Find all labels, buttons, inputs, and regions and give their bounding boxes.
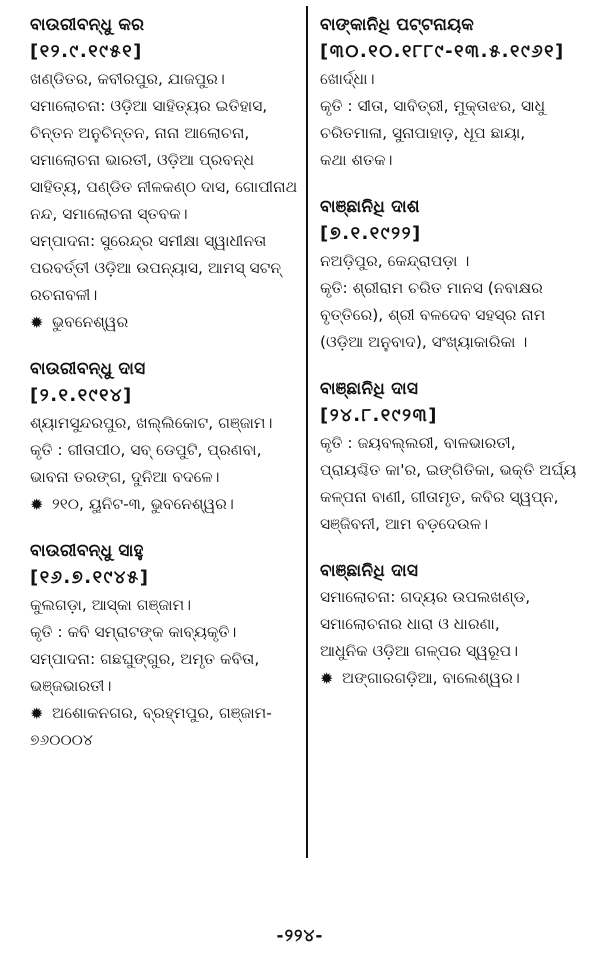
entry-text-line: କଳ୍ପନା ବାଣୀ, ଗୀତାମୃତ, କବିର ସ୍ୱପ୍ନ, <box>320 488 559 506</box>
author-name: ବାଞ୍ଛାନିଧି ଦାସ <box>320 561 419 581</box>
author-entry <box>320 558 582 692</box>
entry-text-line: ଖୋର୍ଦ୍ଧା। <box>320 70 375 88</box>
column-divider <box>306 6 308 858</box>
address-text: ୨୧୦, ୟୁନିଟ-୩, ଭୁବନେଶ୍ୱର। <box>52 495 234 513</box>
page-number: -୨୨୪- <box>276 926 324 946</box>
author-dates: [୨୪.୮.୧୯୨୩] <box>320 405 438 426</box>
star-burst-icon: ✹ <box>30 704 44 723</box>
entry-text-line: ଶ୍ୟାମସୁନ୍ଦରପୁର, ଖଲ୍ଲିକୋଟ, ଗଞ୍ଜାମ। <box>30 414 273 432</box>
entry-text-line: ସମାଲୋଚନା ଭାରତୀ, ଓଡ଼ିଆ ପ୍ରବନ୍ଧ <box>30 151 255 169</box>
author-entry <box>30 12 300 336</box>
author-name: ବାଞ୍ଛାନିଧି ଦାସ <box>320 379 419 399</box>
author-entry <box>30 538 300 754</box>
entry-text-line: ଆଧୁନିକ ଓଡ଼ିଆ ଗଳ୍ପର ସ୍ୱରୂପ। <box>320 642 519 660</box>
entry-text-line: ଭାବନା ତରଙ୍ଗ, ଦୁନିଆ ବଦଳେ। <box>30 468 220 486</box>
author-name: ବାଉରୀବନ୍ଧୁ କର <box>30 15 145 35</box>
left-column <box>30 12 300 883</box>
author-dates: [୧୨.୯.୧୯୫୧] <box>30 41 143 62</box>
entry-text-line: ଖଣ୍ଡିତର, କବୀରପୁର, ଯାଜପୁର। <box>30 70 225 88</box>
star-burst-icon: ✹ <box>320 669 334 688</box>
entry-text-line: ଚରିତମାଳା, ସୁନାପାହାଡ଼, ଧୂପ ଛାୟା, <box>320 124 526 142</box>
entry-text-line: କୃତି : ସୀତା, ସାବିତ୍ରୀ, ମୁକ୍ତାଝର, ସାଧୁ <box>320 97 546 115</box>
entry-text-line: ସମାଲୋଚନା: ଓଡ଼ିଆ ସାହିତ୍ୟର ଇତିହାସ, <box>30 97 268 115</box>
author-name: ବାଉରୀବନ୍ଧୁ ସାହୁ <box>30 541 144 561</box>
entry-text-line: ସମ୍ପାଦନା: ସୁରେନ୍ଦ୍ର ସମୀକ୍ଷା ସ୍ୱାଧୀନତା <box>30 232 267 250</box>
author-name: ବାଉରୀବନ୍ଧୁ ଦାସ <box>30 359 146 379</box>
address-continuation: ୭୬୦୦୦୪ <box>30 731 93 749</box>
address-text: ଅଶୋକନଗର, ବ୍ରହ୍ମପୁର, ଗଞ୍ଜାମ- <box>52 704 272 722</box>
star-burst-icon: ✹ <box>30 495 44 514</box>
entry-text-line: କୃତି : କବି ସମ୍ରାଟଙ୍କ କାବ୍ୟକୃତି। <box>30 623 237 641</box>
author-name: ବାଞ୍ଛାନିଧି ଦାଶ <box>320 197 420 217</box>
entry-text-line: ଭଞ୍ଜଭାରତୀ। <box>30 677 112 695</box>
entry-text-line: ଚିନ୍ତନ ଅନୁଚିନ୍ତନ, ନାନା ଆଲୋଚନା, <box>30 124 250 142</box>
author-dates: [୨.୧.୧୯୧୪] <box>30 385 133 406</box>
entry-text-line: କୁଲଗଡ଼ା, ଆସ୍କା ଗଞ୍ଜାମ। <box>30 596 192 614</box>
entry-text-line: ପ୍ରାୟଶ୍ଚିତ କା'ର, ଇଙ୍ଗିତିକା, ଭକ୍ତି ଅର୍ଘ୍ୟ <box>320 461 577 479</box>
entry-text-line: ସମାଲୋଚନା: ଗଦ୍ୟର ଉପଲଖଣ୍ଡ, <box>320 588 531 606</box>
entry-text-line: ବୃତ୍ତିରେ), ଶ୍ରୀ ବଳଦେବ ସହସ୍ର ନାମ <box>320 306 546 324</box>
entry-text-line: କୃତି: ଶ୍ରୀରାମ ଚରିତ ମାନସ (ନବାକ୍ଷର <box>320 279 543 297</box>
entry-text-line: ସମାଲୋଚନାର ଧାରା ଓ ଧାରଣା, <box>320 615 500 633</box>
address-text: ଅଙ୍ଗାରଗଡ଼ିଆ, ବାଲେଶ୍ୱର। <box>342 669 520 687</box>
author-entry <box>30 356 300 518</box>
author-entry <box>320 376 582 538</box>
author-name: ବାଙ୍କାନିଧି ପଟ୍ଟନାୟକ <box>320 15 475 35</box>
author-dates: [୧୬.୭.୧୯୪୫] <box>30 567 150 588</box>
address-line <box>30 700 300 727</box>
author-dates: [୩୦.୧୦.୧୮୮୯-୧୩.୫.୧୯୬୧] <box>320 41 565 62</box>
address-text: ଭୁବନେଶ୍ୱର <box>52 313 129 331</box>
entry-text-line: (ଓଡ଼ିଆ ଅନୁବାଦ), ସଂଖ୍ୟାକାରିକା । <box>320 333 528 351</box>
entry-text-line: ନନ୍ଦ, ସମାଲୋଚନା ସ୍ତବକ। <box>30 205 188 223</box>
entry-text-line: କୃତି : ଗୀତାପୀଠ, ସବ୍ ଡେପୁଟି, ପ୍ରଣବା, <box>30 441 262 459</box>
entry-text-line: ରଚନାବଳୀ। <box>30 286 98 304</box>
entry-text-line: ସମ୍ପାଦନା: ଗଛଘୁଙ୍ଗୁର, ଅମୃତ କବିତା, <box>30 650 260 668</box>
entry-text-line: ସଞ୍ଜିବନୀ, ଆମ ବଡ଼ଦେଉଳ। <box>320 515 489 533</box>
entry-text-line: ସାହିତ୍ୟ, ପଣ୍ଡିତ ନୀଳକଣ୍ଠ ଦାସ, ଗୋପୀନାଥ <box>30 178 298 196</box>
author-dates: [୭.୧.୧୯୨୨] <box>320 223 422 244</box>
author-entry <box>320 194 582 356</box>
address-line <box>320 665 582 692</box>
star-burst-icon: ✹ <box>30 313 44 332</box>
entry-text-line: କୃତି : ଜୟବଲ୍ଲରୀ, ବାଳଭାରତୀ, <box>320 434 516 452</box>
address-line <box>30 309 300 336</box>
entry-text-line: କଥା ଶତକ। <box>320 151 393 169</box>
right-column <box>320 12 582 883</box>
entry-text-line: ନଅଡ଼ିପୁର, କେନ୍ଦ୍ରାପଡ଼ା । <box>320 252 470 270</box>
entry-text-line: ପରବର୍ତ୍ତୀ ଓଡ଼ିଆ ଉପନ୍ୟାସ, ଆମସ୍ ସଟନ୍ <box>30 259 282 277</box>
author-entry <box>320 12 582 174</box>
address-line <box>30 491 300 518</box>
